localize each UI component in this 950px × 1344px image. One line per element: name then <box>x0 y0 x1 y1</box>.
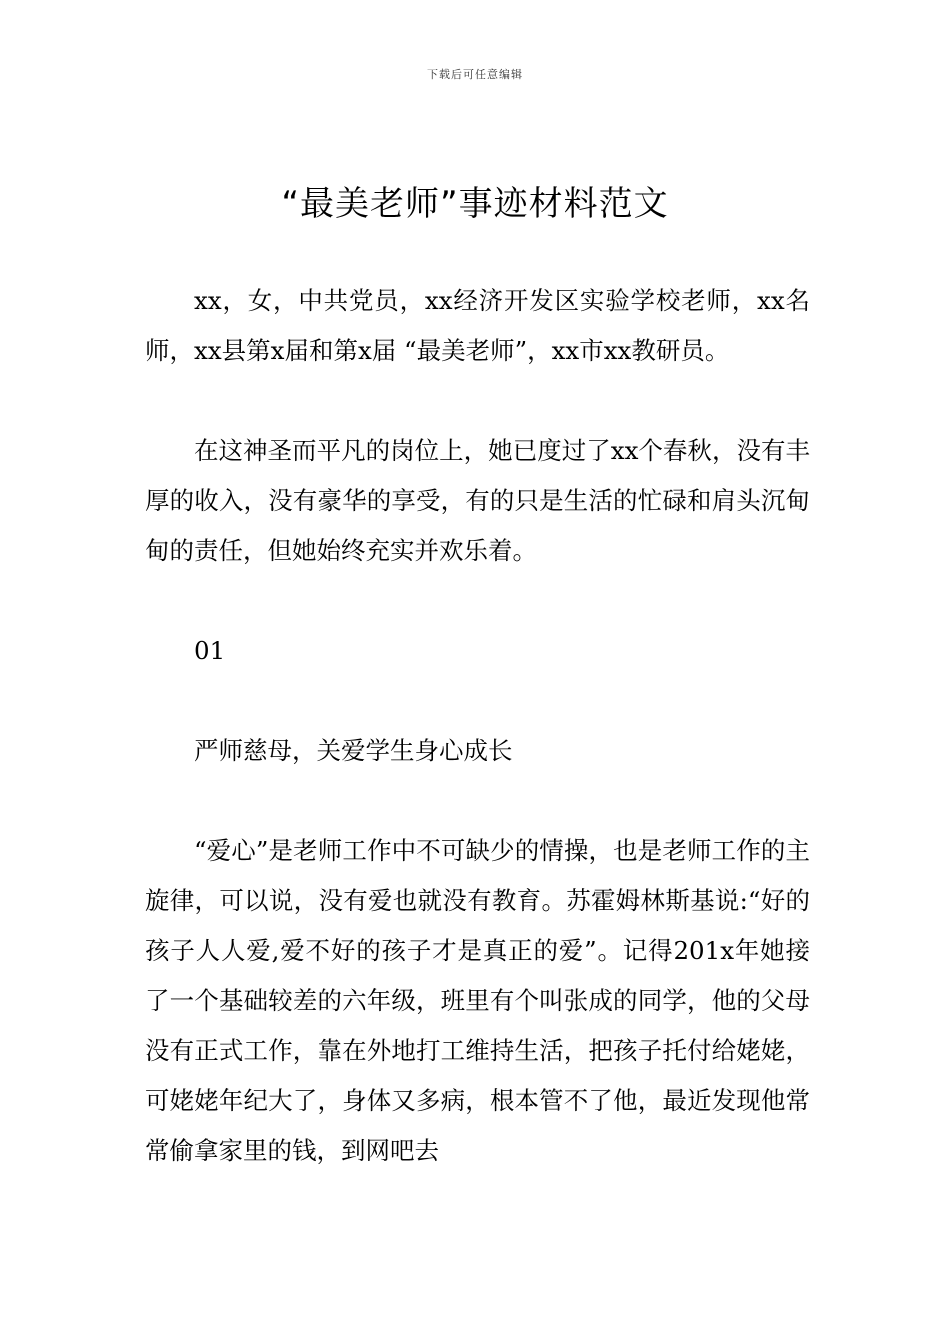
page-header-note: 下载后可任意编辑 <box>427 68 523 81</box>
paragraph-spacer <box>145 676 810 726</box>
intro-paragraph: xx，女，中共党员，xx经济开发区实验学校老师，xx名师，xx县第x届和第x届 “最美老师”，xx市xx教研员。 <box>145 286 810 365</box>
section-number: 01 <box>194 636 226 665</box>
document-title: “最美老师”事迹材料范文 <box>281 184 669 224</box>
love-paragraph: “爱心”是老师工作中不可缺少的情操，也是老师工作的主旋律，可以说，没有爱也就没有教育。苏霍姆林斯基说:“好的孩子人人爱,爱不好的孩子才是真正的爱”。记得201x年她接了一个基础较差的六年级，班里有个叫张成的同学，他的父母没有正式工作，靠在外地打工维持生活，把孩子托付给姥姥，可姥姥年纪大了，身体又多病，根本管不了他，最近发现他常常偷拿家里的钱，到网吧去 <box>145 836 810 1165</box>
document-body <box>145 276 810 1176</box>
paragraph-spacer <box>145 376 810 426</box>
paragraph-spacer <box>145 776 810 826</box>
paragraph-spacer <box>145 576 810 626</box>
section-heading: 严师慈母，关爱学生身心成长 <box>194 736 513 765</box>
career-paragraph: 在这神圣而平凡的岗位上，她已度过了xx个春秋，没有丰厚的收入，没有豪华的享受，有的只是生活的忙碌和肩头沉甸甸的责任，但她始终充实并欢乐着。 <box>145 436 810 565</box>
